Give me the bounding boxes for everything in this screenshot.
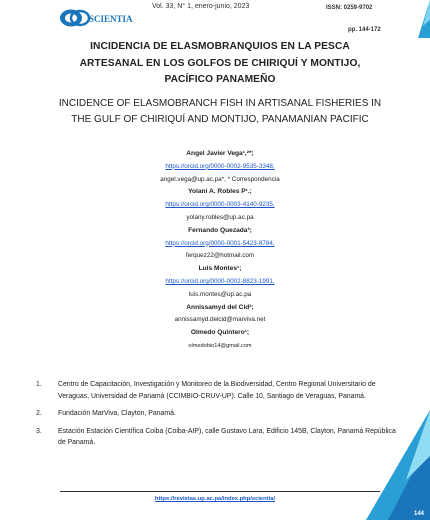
author-name: Olmedo Quintero¹;: [190, 329, 250, 337]
issn: ISSN: 0259-9702: [326, 5, 373, 11]
footer-divider: [60, 491, 380, 492]
affiliation-text: Fundación MarViva, Clayton, Panamá.: [58, 410, 176, 418]
author-name: Luis Montes¹;: [198, 265, 242, 273]
affiliation-number: 2.: [36, 410, 42, 418]
volume-line: Vol. 33, N° 1, enero-junio, 2023: [152, 3, 250, 10]
author-email: angel.vega@up.ac.pa*, * Correspondencia: [160, 175, 280, 183]
affiliation-item: [36, 379, 396, 402]
author-email: yolany.robles@up.ac.pa: [186, 213, 254, 221]
page-number: 144: [413, 511, 424, 517]
title-spanish: [70, 39, 370, 89]
journal-logo: [58, 3, 133, 33]
page-range: pp. 144-172: [348, 27, 381, 33]
title-english: [52, 96, 388, 127]
author-email: ferquez22@hotmail.com: [185, 252, 255, 260]
author-name: Yolani A. Robles P¹.;: [188, 188, 252, 196]
author-name: Annissamyd del Cid²;: [186, 303, 254, 311]
affiliation-text: Centro de Capacitación, Investigación y Monitoreo de la Biodiversidad, Centro Regional Universitario de Veraguas, Universidad de Panamá (CCIMBIO-CRUV-UP). Calle 10, Santiago de Veraguas, Panamá.: [58, 381, 376, 400]
corner-decoration-bottom: [366, 410, 430, 520]
journal-url-link[interactable]: https://revistas.up.ac.pa/index.php/scientia/: [154, 496, 276, 502]
author-orcid-link[interactable]: https://orcid.org/0000-0002-8823-1991,: [165, 277, 275, 285]
author-orcid-link[interactable]: https://orcid.org/0000-0001-5423-8784,: [165, 239, 275, 247]
author-orcid-link[interactable]: https://orcid.org/0000-0002-9535-3348,: [165, 162, 275, 170]
title-es-line: ARTESANAL EN LOS GOLFOS DE CHIRIQUÍ Y MONTIJO,: [79, 57, 361, 69]
affiliation-list: [36, 379, 396, 455]
author-email: olmedobio14@gmail.com: [188, 342, 252, 349]
title-en-line: THE GULF OF CHIRIQUÍ AND MONTIJO, PANAMANIAN PACIFIC: [71, 113, 369, 125]
affiliation-item: [36, 408, 396, 420]
author-email: luis.montes@up.ac.pa: [188, 290, 252, 298]
corner-decoration-top: [412, 0, 430, 38]
affiliation-number: 1.: [36, 381, 42, 388]
author-name: Fernando Quezada³;: [188, 226, 252, 234]
author-name: Angel Javier Vega¹,²*;: [186, 150, 254, 157]
title-en-line: INCIDENCE OF ELASMOBRANCH FISH IN ARTISANAL FISHERIES IN: [58, 98, 382, 109]
author-email: annissamyd.delcid@marviva.net: [174, 316, 266, 324]
logo-text: SCIENTIA: [89, 14, 133, 24]
title-es-line: INCIDENCIA DE ELASMOBRANQUIOS EN LA PESCA: [90, 41, 350, 52]
author-orcid-link[interactable]: https://orcid.org/0000-0003-4140-9235,: [165, 201, 275, 209]
affiliation-item: [36, 426, 396, 449]
affiliation-number: 3.: [36, 427, 42, 435]
author-list: [80, 148, 360, 353]
title-es-line: PACÍFICO PANAMEÑO: [164, 74, 276, 85]
affiliation-text: Estación Estación Científica Coiba (Coiba-AIP), calle Gustavo Lara, Edificio 145B, Clayton, Panamá República de Panamá.: [58, 427, 396, 447]
